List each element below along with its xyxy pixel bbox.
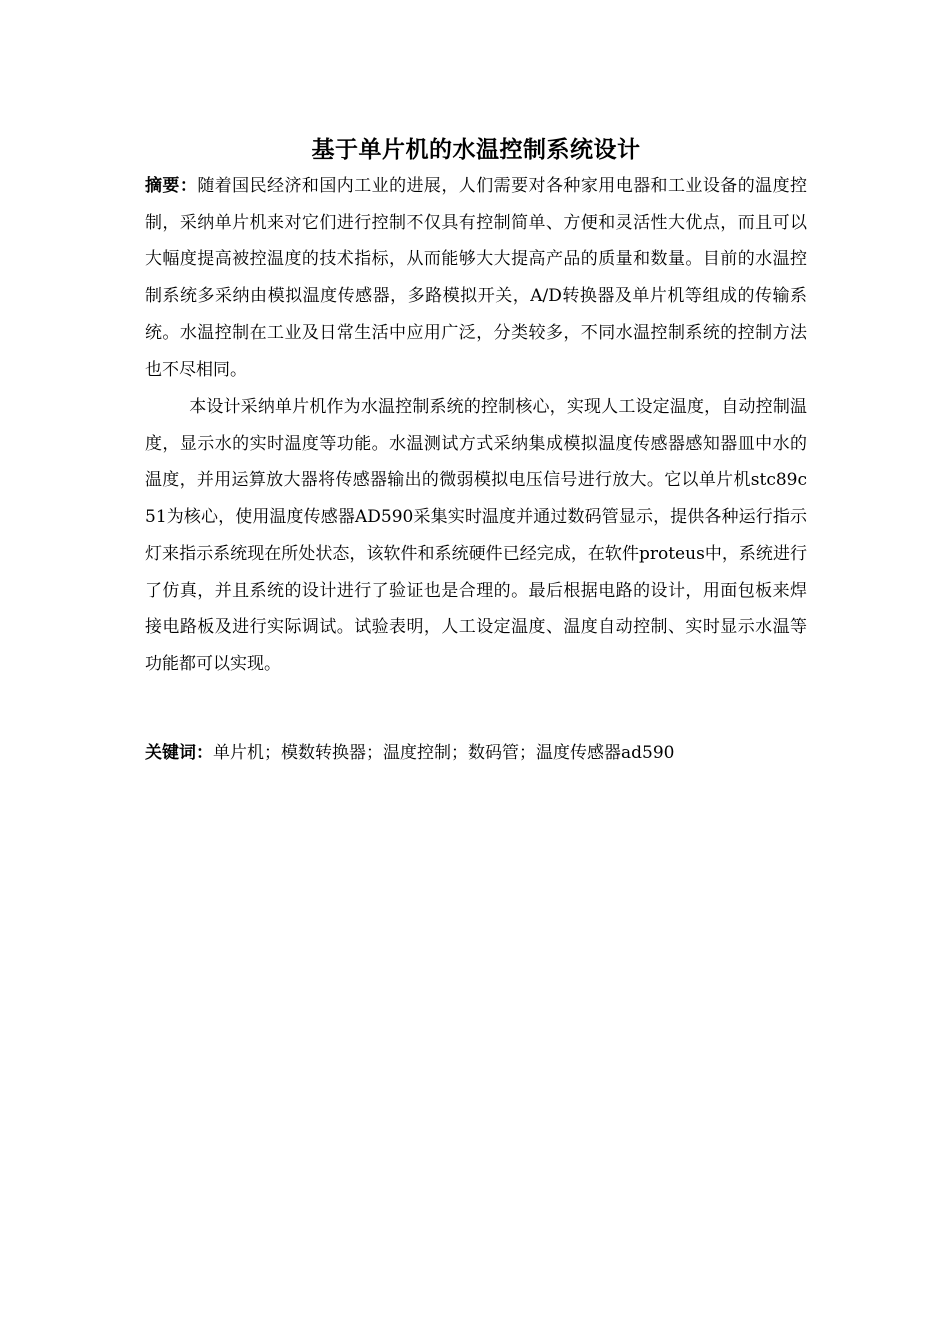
body-paragraph: 本设计采纳单片机作为水温控制系统的控制核心，实现人工设定温度，自动控制温度，显示水的实时温度等功能。水温测试方式采纳集成模拟温度传感器感知器皿中水的温度，并用运算放大器将传感器输出的微弱模拟电压信号进行放大。它以单片机stc89c51为核心，使用温度传感器AD590采集实时温度并通过数码管显示，提供各种运行指示灯来指示系统现在所处状态，该软件和系统硬件已经完成，在软件proteus中，系统进行了仿真，并且系统的设计进行了验证也是合理的。最后根据电路的设计，用面包板来焊接电路板及进行实际调试。试验表明，人工设定温度、温度自动控制、实时显示水温等功能都可以实现。 bbox=[145, 397, 807, 674]
keywords-text: 单片机；模数转换器；温度控制；数码管；温度传感器ad590 bbox=[213, 743, 675, 763]
document-title: 基于单片机的水温控制系统设计 bbox=[311, 137, 641, 163]
abstract-paragraph bbox=[145, 168, 807, 388]
abstract-label: 摘要： bbox=[145, 176, 198, 196]
abstract-text: 随着国民经济和国内工业的进展，人们需要对各种家用电器和工业设备的温度控制，采纳单片机来对它们进行控制不仅具有控制简单、方便和灵活性大优点，而且可以大幅度提高被控温度的技术指标，从而能够大大提高产品的质量和数量。目前的水温控制系统多采纳由模拟温度传感器，多路模拟开关，A/D转换器及单片机等组成的传输系统。水温控制在工业及日常生活中应用广泛，分类较多，不同水温控制系统的控制方法也不尽相同。 bbox=[145, 176, 808, 380]
keywords-line bbox=[145, 735, 807, 771]
keywords-label: 关键词： bbox=[145, 743, 213, 763]
document-page bbox=[145, 0, 807, 1344]
